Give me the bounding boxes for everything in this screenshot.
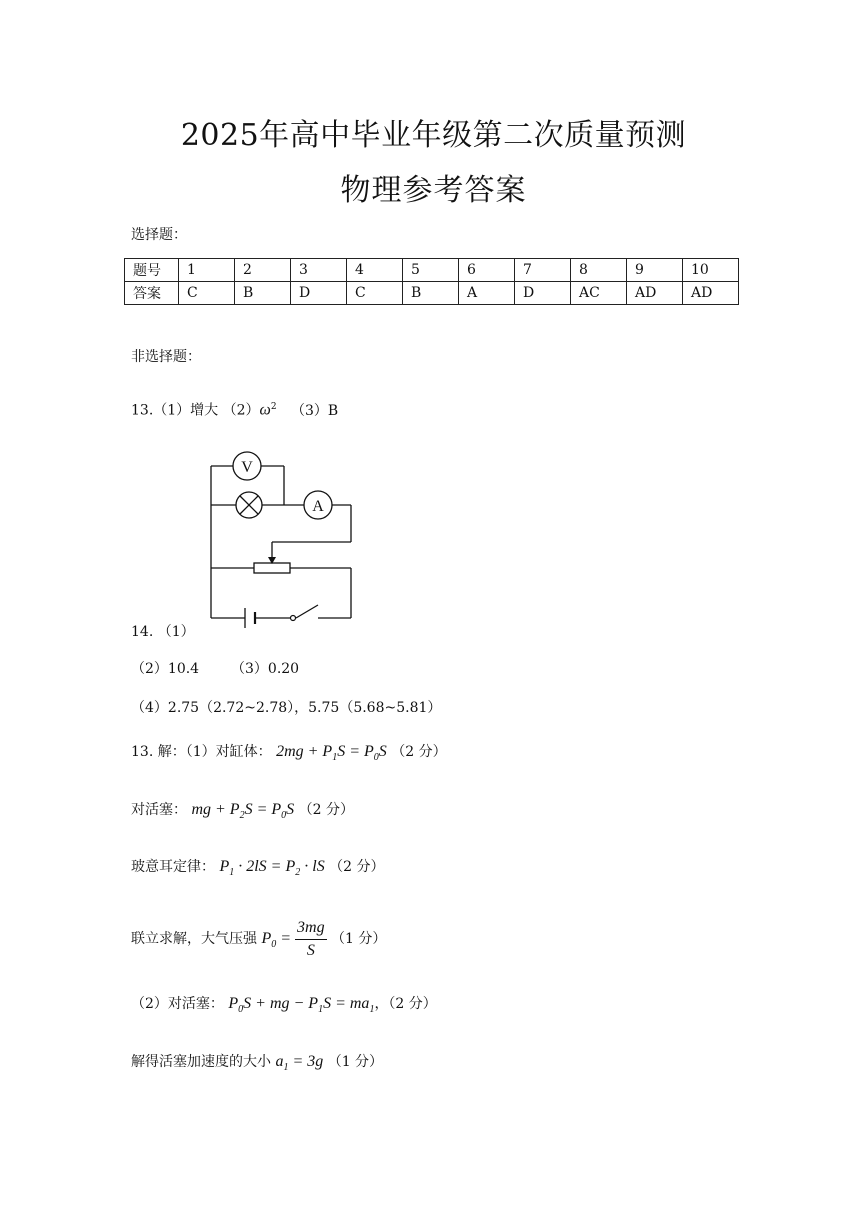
table-cell: AC [571, 282, 627, 305]
score-3: （2 分） [329, 859, 385, 875]
table-cell: 3 [291, 259, 347, 282]
table-cell: 7 [515, 259, 571, 282]
answer-table [124, 258, 739, 305]
table-row-answers [125, 282, 739, 305]
table-cell: B [403, 282, 459, 305]
equation-1: $2mg + P_1S = P_0S$ [276, 743, 387, 764]
solution-line-5 [131, 995, 437, 1019]
q14-part4: （4）2.75（2.72~2.78），5.75（5.68~5.81） [131, 700, 442, 716]
non-multiple-choice-heading: 非选择题： [131, 349, 201, 365]
solution-line-1-text: 13. 解：（1）对缸体： [131, 744, 272, 760]
equation-3: $P_1 \cdot 2lS = P_2$ · lS [219, 858, 325, 879]
table-cell: AD [627, 282, 683, 305]
solution-line-3-text: 玻意耳定律： [131, 859, 215, 875]
score-4: （1 分） [331, 931, 387, 948]
table-cell: 8 [571, 259, 627, 282]
equation-5: $P_0S$ + mg − $P_1S = ma_1$ [228, 995, 375, 1016]
solution-line-4 [131, 917, 386, 962]
ammeter-icon [304, 491, 332, 519]
q13-parts-text: 13.（1）增大 （2） [131, 402, 260, 419]
table-cell: C [179, 282, 235, 305]
solution-line-3 [131, 858, 385, 882]
equation-4: $P_0$ = $\frac{3mg}{S}$ [261, 930, 326, 947]
document-title: 2025年高中毕业年级第二次质量预测 [180, 118, 687, 153]
q14-part2: （2）10.4 [131, 661, 200, 677]
score-2: （2 分） [298, 802, 354, 818]
fraction-denominator: S [306, 942, 315, 959]
row-label: 答案 [125, 282, 179, 305]
q13-part3: （3）B [291, 402, 339, 419]
solution-line-1 [131, 743, 447, 767]
equation-2: mg + $P_2S = P_0S$ [191, 801, 295, 822]
multiple-choice-heading: 选择题： [131, 227, 187, 243]
solution-line-6-text: 解得活塞加速度的大小 [131, 1054, 271, 1070]
table-cell: 9 [627, 259, 683, 282]
score-6: （1 分） [327, 1054, 384, 1070]
omega-exponent: 2 [270, 402, 277, 412]
voltmeter-label: V [241, 459, 253, 476]
table-cell: 2 [235, 259, 291, 282]
battery-icon [245, 608, 255, 628]
table-cell: 6 [459, 259, 515, 282]
score-1: （2 分） [391, 744, 447, 760]
row-label: 题号 [125, 259, 179, 282]
solution-line-6 [131, 1053, 383, 1077]
solution-line-2-text: 对活塞： [131, 802, 187, 818]
table-cell: D [515, 282, 571, 305]
table-cell: 10 [683, 259, 739, 282]
table-cell: 1 [179, 259, 235, 282]
document-subtitle: 物理参考答案 [340, 173, 527, 208]
circuit-diagram [200, 448, 360, 628]
q13-experiment-answer [131, 398, 338, 420]
ammeter-label: A [312, 498, 324, 515]
table-row-numbers [125, 259, 739, 282]
solution-line-4-text: 联立求解，大气压强 [131, 931, 257, 948]
q14-part3: （3）0.20 [231, 661, 300, 677]
table-cell: C [347, 282, 403, 305]
lamp-icon [236, 492, 262, 518]
omega-symbol: ω [259, 401, 271, 419]
score-5: ，（2 分） [374, 996, 437, 1012]
switch-icon [291, 616, 296, 621]
q14-part1: 14. （1） [131, 624, 195, 640]
voltmeter-icon [233, 452, 261, 480]
equation-6: $a_1 = 3g$ [275, 1053, 324, 1074]
table-cell: 5 [403, 259, 459, 282]
table-cell: B [235, 282, 291, 305]
solution-line-2 [131, 801, 354, 825]
fraction-numerator: 3mg [295, 917, 327, 940]
table-cell: AD [683, 282, 739, 305]
table-cell: D [291, 282, 347, 305]
solution-line-5-text: （2）对活塞： [131, 996, 224, 1012]
rheostat-icon [254, 557, 290, 573]
table-cell: A [459, 282, 515, 305]
table-cell: 4 [347, 259, 403, 282]
